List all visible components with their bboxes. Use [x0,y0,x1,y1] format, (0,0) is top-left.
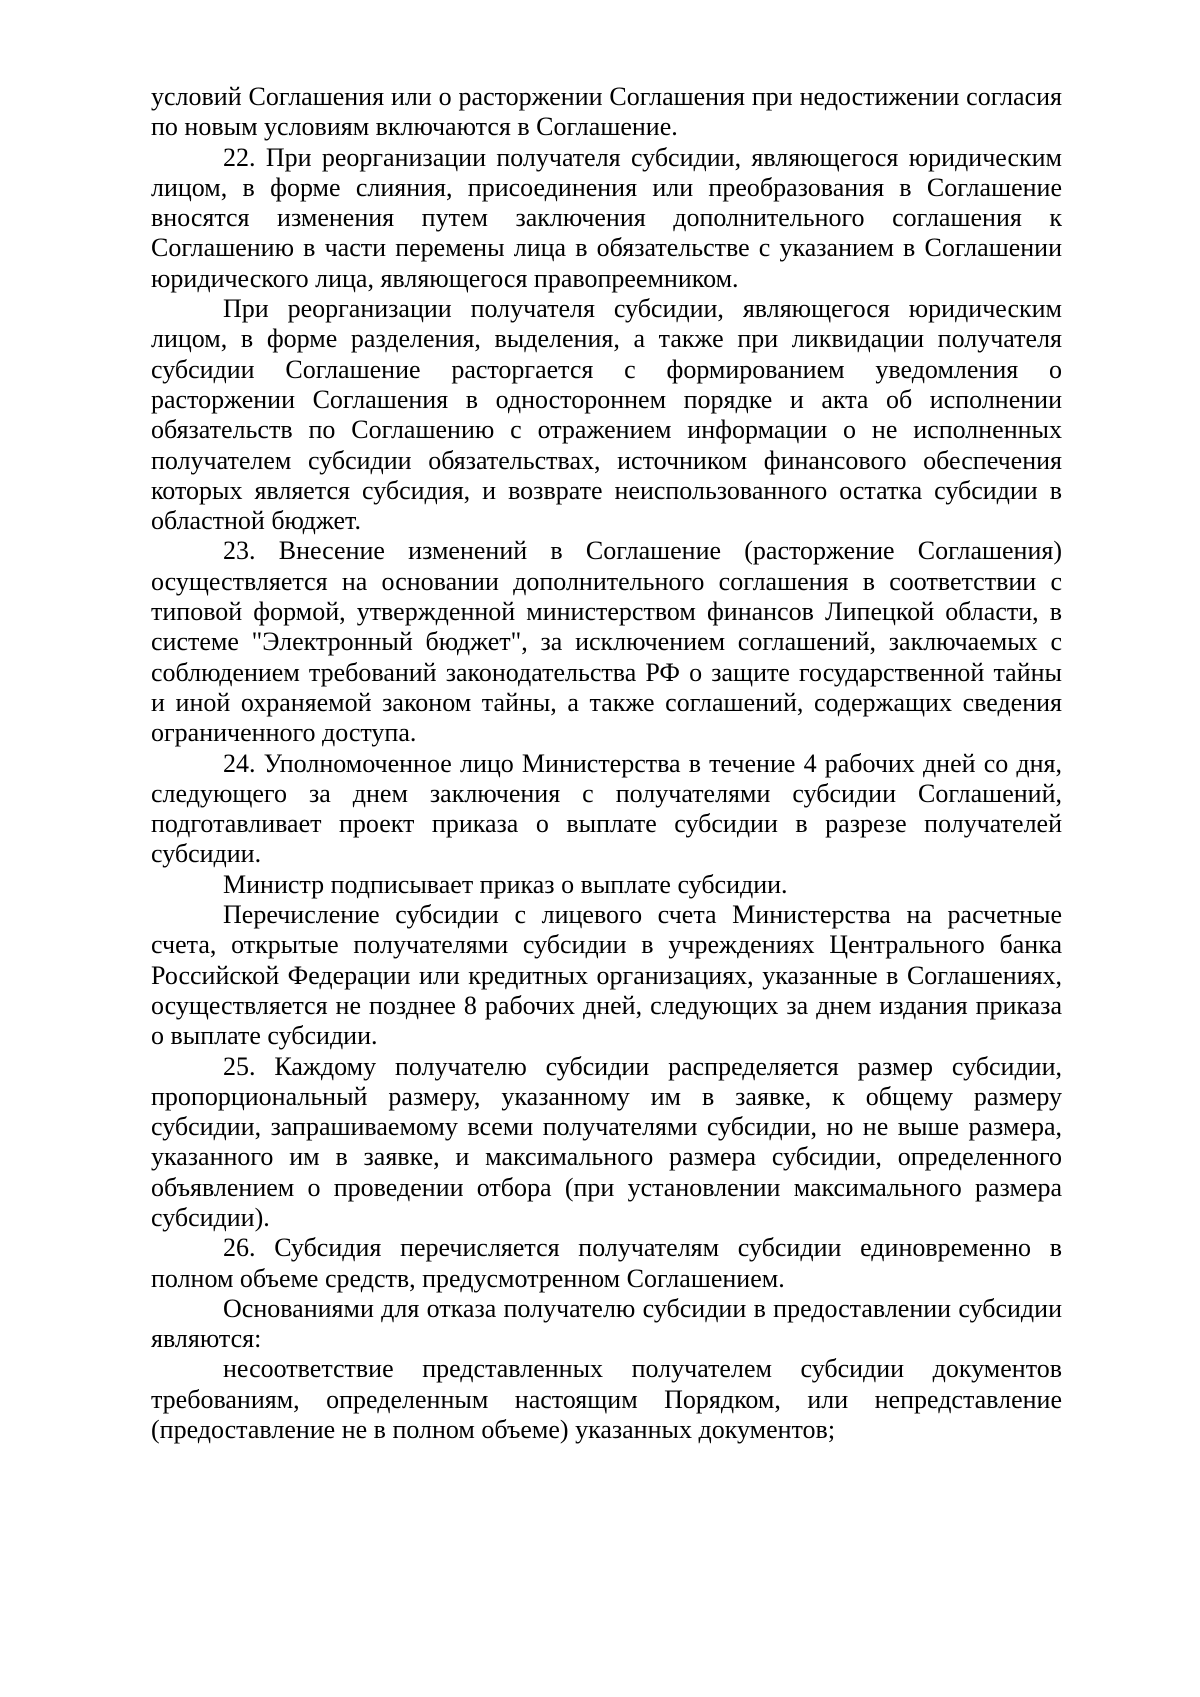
paragraph-24-transfer: Перечисление субсидии с лицевого счета Министерства на расчетные счета, открытые получателями субсидии в учреждениях Центрального банка Российской Федерации или кредитных организациях, указанные в Соглашениях, осуществляется не позднее 8 рабочих дней, следующих за днем издания приказа о выплате субсидии. [151,900,1062,1051]
paragraph-22-reorganization: При реорганизации получателя субсидии, являющегося юридическим лицом, в форме разделения, выделения, а также при ликвидации получателя субсидии Соглашение расторгается с формированием уведомления о расторжении Соглашения в одностороннем порядке и акта об исполнении обязательств по Соглашению с отражением информации о не исполненных получателем субсидии обязательствах, источником финансового обеспечения которых является субсидия, и возврате неиспользованного остатка субсидии в областной бюджет. [151,294,1062,536]
paragraph-24: 24. Уполномоченное лицо Министерства в течение 4 рабочих дней со дня, следующего за днем заключения с получателями субсидии Соглашений, подготавливает проект приказа о выплате субсидии в разрезе получателей субсидии. [151,748,1062,869]
paragraph-refusal-grounds: Основаниями для отказа получателю субсидии в предоставлении субсидии являются: [151,1293,1062,1354]
paragraph-26: 26. Субсидия перечисляется получателям субсидии единовременно в полном объеме средств, предусмотренном Соглашением. [151,1233,1062,1293]
paragraph-22: 22. При реорганизации получателя субсидии, являющегося юридическим лицом, в форме слияния, присоединения или преобразования в Соглашение вносятся изменения путем заключения дополнительного соглашения к Соглашению в части перемены лица в обязательстве с указанием в Соглашении юридического лица, являющегося правопреемником. [151,142,1062,293]
paragraph-25: 25. Каждому получателю субсидии распределяется размер субсидии, пропорциональный размеру, указанному им в заявке, к общему размеру субсидии, запрашиваемому всеми получателями субсидии, но не выше размера, указанного им в заявке, и максимального размера субсидии, определенного объявлением о проведении отбора (при установлении максимального размера субсидии). [151,1051,1062,1232]
document-page [151,82,1062,1445]
paragraph-23: 23. Внесение изменений в Соглашение (расторжение Соглашения) осуществляется на основании дополнительного соглашения в соответствии с типовой формой, утвержденной министерством финансов Липецкой области, в системе "Электронный бюджет", за исключением соглашений, заключаемых с соблюдением требований законодательства РФ о защите государственной тайны и иной охраняемой законом тайны, а также соглашений, содержащих сведения ограниченного доступа. [151,536,1062,748]
paragraph-24-minister: Министр подписывает приказ о выплате субсидии. [223,869,788,899]
paragraph-refusal-item: несоответствие представленных получателем субсидии документов требованиям, определенным настоящим Порядком, или непредставление (предоставление не в полном объеме) указанных документов; [151,1354,1062,1445]
paragraph-continuation: условий Соглашения или о расторжении Соглашения при недостижении согласия по новым условиям включаются в Соглашение. [151,82,1062,142]
